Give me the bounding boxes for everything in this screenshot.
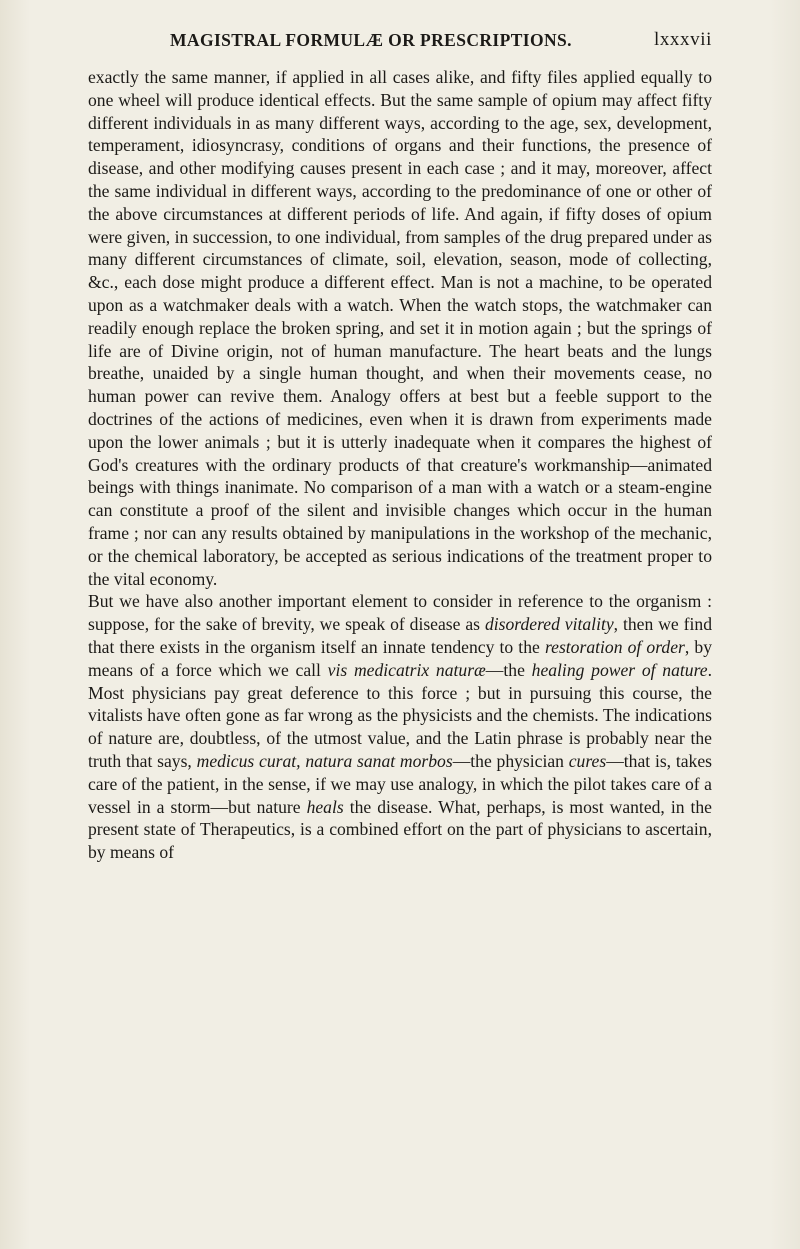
p2-text-5: . Most physicians pay great deference to this force ; but in pursuing this course, the vitalists have often gone as far wrong as the physicists and the chemists. The indications of nature are, doubtless, of the utmost value, and the Latin phrase is probably near the truth that says, (88, 659, 712, 771)
paragraph-1: exactly the same manner, if applied in all cases alike, and fifty files applied equally to one wheel will produce identical effects. But the same sample of opium may affect fifty different individuals in as many different ways, according to the age, sex, development, temperament, idiosyncrasy, conditions of organs and their functions, the presence of disease, and other modifying causes present in each case ; and it may, moreover, affect the same individual in different ways, according to the predominance of one or other of the above circumstances at different periods of life. And again, if fifty doses of opium were given, in succession, to one individual, from samples of the drug prepared under as many different circumstances of climate, soil, elevation, season, mode of collecting, &c., each dose might produce a different effect. Man is not a machine, to be operated upon as a watchmaker deals with a watch. When the watch stops, the watchmaker can readily enough replace the broken spring, and set it in motion again ; but the springs of life are of Divine origin, not of human manufacture. The heart beats and the lungs breathe, unaided by a single human thought, and when their movements cease, no human power can revive them. Analogy offers at best but a feeble support to the doctrines of the actions of medicines, even when it is drawn from experiments made upon the lower animals ; but it is utterly inadequate when it compares the highest of God's creatures with the ordinary products of that creature's workmanship—animated beings with things inanimate. No comparison of a man with a watch or a steam-engine can constitute a proof of the silent and invisible changes which occur in the human frame ; nor can any results obtained by manipulations in the workshop of the mechanic, or the chemical laboratory, be accepted as serious indications of the treatment proper to the vital economy. (88, 67, 712, 589)
p2-italic-heals: heals (306, 796, 344, 817)
p2-text-7: —that is, takes care of the patient, in the sense, if we may use analogy, in which the pilot takes care of a vessel in a storm—but nature (88, 750, 712, 817)
p2-text-4: —the (485, 659, 532, 680)
p2-italic-latin-phrase: medicus curat, natura sanat morbos (196, 750, 453, 771)
running-title: MAGISTRAL FORMULÆ OR PRESCRIPTIONS. (170, 30, 572, 50)
p2-text-3: , by means of a force which we call (88, 636, 712, 680)
p2-italic-vis-medicatrix: vis medicatrix naturæ (327, 659, 486, 680)
p2-text-6: —the physician (452, 750, 569, 771)
running-header (170, 30, 712, 58)
p2-italic-restoration-of-order: restoration of order (544, 636, 685, 657)
page-number: lxxxvii (653, 29, 712, 50)
body-text (88, 66, 712, 864)
p2-italic-healing-power: healing power of nature (531, 659, 708, 680)
p2-italic-disordered-vitality: disordered vitality (484, 614, 614, 635)
p2-italic-cures: cures (568, 750, 607, 771)
paragraph-2 (88, 590, 712, 864)
p2-text-1: But we have also another important element to consider in reference to the organism : suppose, for the sake of brevity, we speak of disease as (88, 591, 712, 635)
p2-text-8: the disease. What, perhaps, is most wanted, in the present state of Therapeutics, is a combined effort on the part of physicians to ascertain, by means of (88, 796, 712, 863)
p2-text-2: , then we find that there exists in the organism itself an innate tendency to the (88, 614, 712, 657)
